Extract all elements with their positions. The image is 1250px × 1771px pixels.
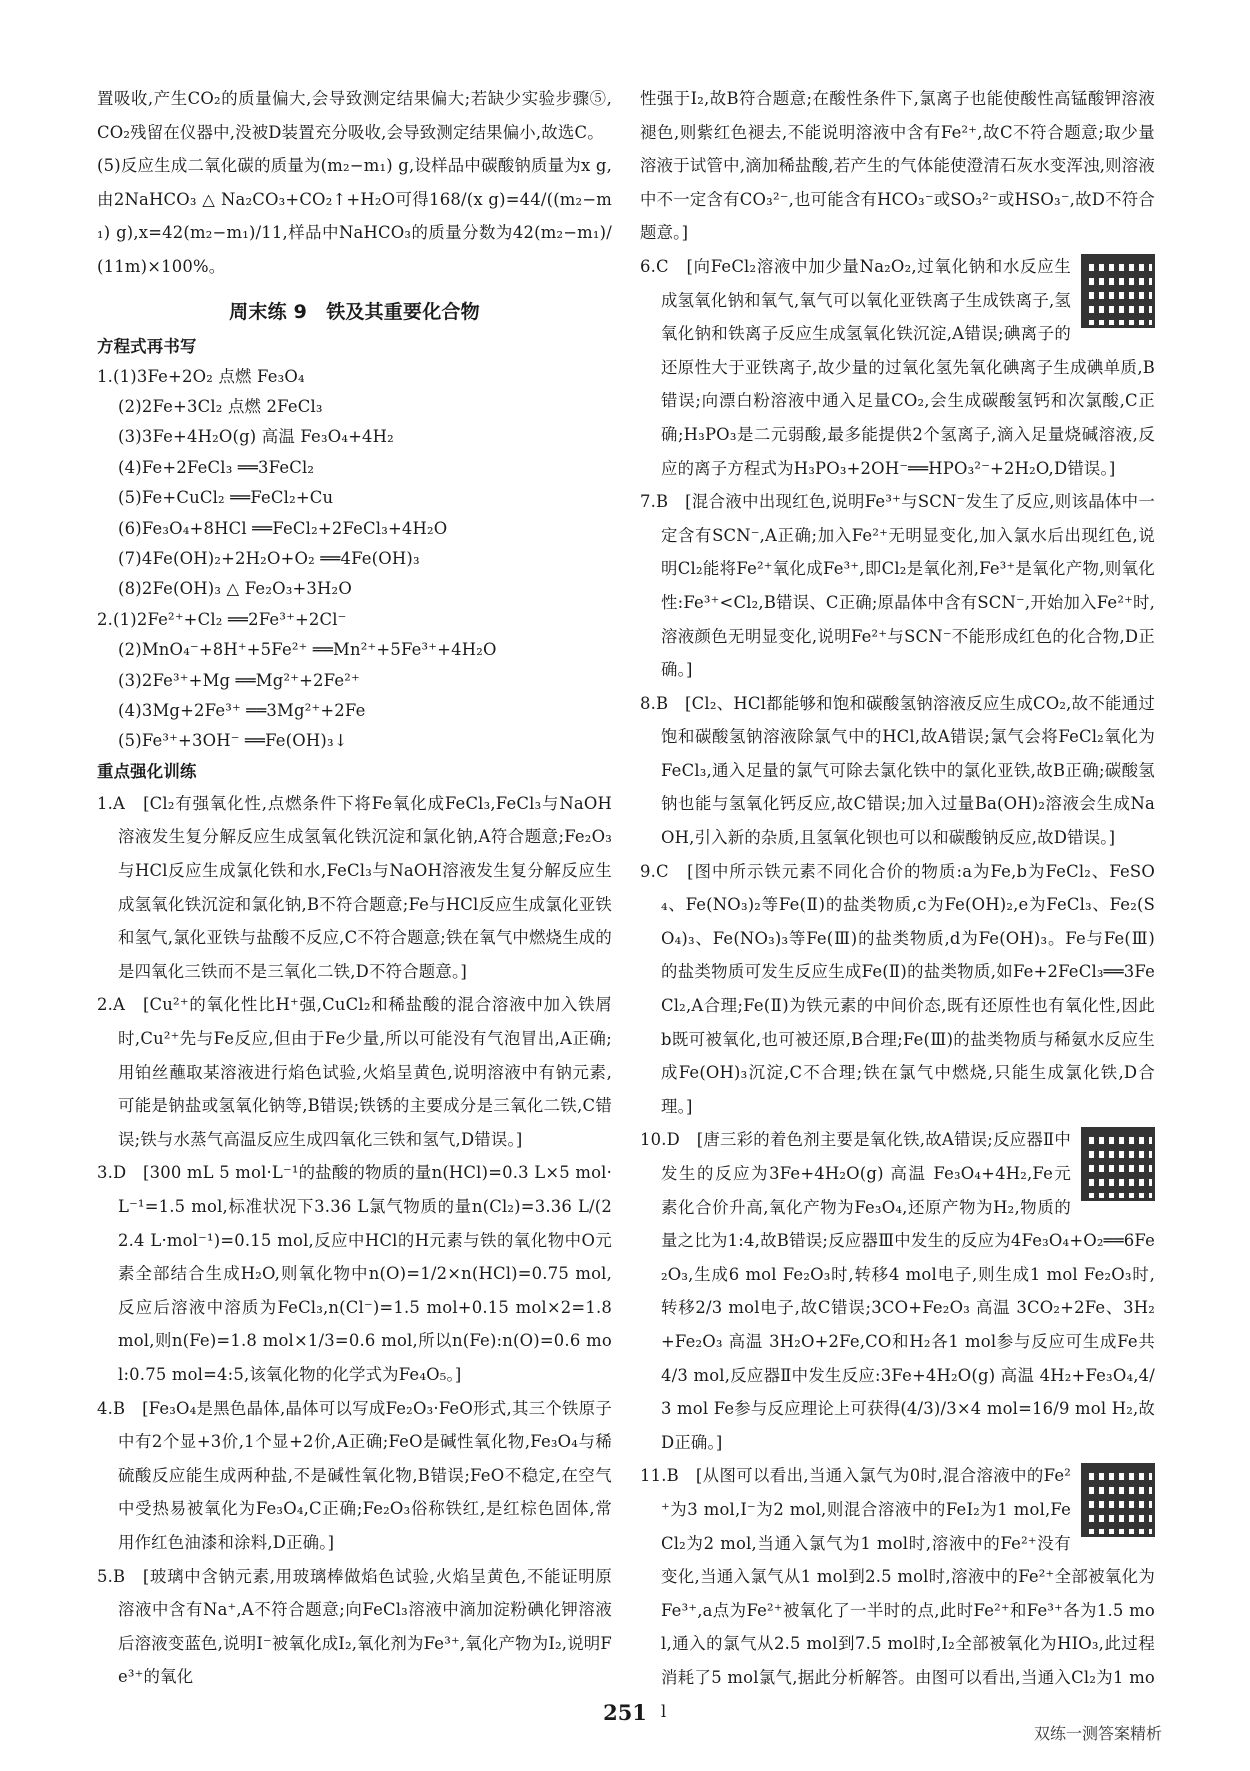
equation-line: (3)2Fe³⁺+Mg ══Mg²⁺+2Fe²⁺: [118, 670, 360, 690]
book-section-tag: 双练一测答案精析: [1033, 1724, 1162, 1743]
equation-line: (2)2Fe+3Cl₂ 点燃 2FeCl₃: [118, 396, 323, 416]
equation-line: (2)MnO₄⁻+8H⁺+5Fe²⁺ ══Mn²⁺+5Fe³⁺+4H₂O: [118, 640, 497, 660]
qr-code-icon[interactable]: [1081, 254, 1155, 328]
answer-item-6: 6.C [向FeCl₂溶液中加少量Na₂O₂,过氧化钠和水反应生成氢氧化钠和氧气,氧气可以氧化亚铁离子生成铁离子,氢氧化钠和铁离子反应生成氢氧化铁沉淀,A错误;碘离子的还原性大于亚铁离子,故少量的过氧化氢先氧化碘离子生成碘单质,B错误;向漂白粉溶液中通入足量CO₂,会生成碳酸氢钙和次氯酸,C正确;H₃PO₃是二元弱酸,最多能提供2个氢离子,滴入足量烧碱溶液,反应的离子方程式为H₃PO₃+2OH⁻══HPO₃²⁻+2H₂O,D错误。]: [640, 256, 1155, 478]
equation-list-2: [97, 605, 612, 757]
left-column: [97, 82, 612, 1694]
answer-item-1: 1.A [Cl₂有强氧化性,点燃条件下将Fe氧化成FeCl₃,FeCl₃与NaOH溶液发生复分解反应生成氢氧化铁沉淀和氯化钠,A符合题意;Fe₂O₃与HCl反应生成氯化铁和水,FeCl₃与NaOH溶液发生复分解反应生成氢氧化铁沉淀和氯化钠,B不符合题意;Fe与HCl反应生成氯化亚铁和氢气,氯化亚铁与盐酸不反应,C不符合题意;铁在氧气中燃烧生成的是四氧化三铁而不是三氧化二铁,D不符合题意。]: [97, 793, 612, 981]
equation-line: (7)4Fe(OH)₂+2H₂O+O₂ ══4Fe(OH)₃: [118, 549, 420, 568]
subsection-heading-equations: 方程式再书写: [97, 336, 197, 356]
answer-item-3: 3.D [300 mL 5 mol·L⁻¹的盐酸的物质的量n(HCl)=0.3 L×5 mol·L⁻¹=1.5 mol,标准状况下3.36 L氯气物质的量n(Cl₂)=3.36 L/(22.4 L·mol⁻¹)=0.15 mol,反应中HCl的H元素与铁的氧化物中O元素全部结合生成H₂O,则氧化物中n(O)=1/2×n(HCl)=0.75 mol,反应后溶液中溶质为FeCl₃,n(Cl⁻)=1.5 mol+0.15 mol×2=1.8 mol,则n(Fe)=1.8 mol×1/3=0.6 mol,所以n(Fe):n(O)=0.6 mol:0.75 mol=4:5,该氧化物的化学式为Fe₄O₅。]: [97, 1163, 612, 1384]
qr-code-icon[interactable]: [1081, 1463, 1155, 1537]
answer-item-10: 10.D [唐三彩的着色剂主要是氧化铁,故A错误;反应器Ⅱ中发生的反应为3Fe+4H₂O(g) 高温 Fe₃O₄+4H₂,Fe元素化合价升高,氧化产物为Fe₃O₄,还原产物为H₂,物质的量之比为1:4,故B错误;反应器Ⅲ中发生的反应为4Fe₃O₄+O₂══6Fe₂O₃,生成6 mol Fe₂O₃时,转移4 mol电子,则生成1 mol Fe₂O₃时,转移2/3 mol电子,故C错误;3CO+Fe₂O₃ 高温 3CO₂+2Fe、3H₂+Fe₂O₃ 高温 3H₂O+2Fe,CO和H₂各1 mol参与反应可生成Fe共4/3 mol,反应器Ⅱ中发生反应:3Fe+4H₂O(g) 高温 4H₂+Fe₃O₄,4/3 mol Fe参与反应理论上可获得(4/3)/3×4 mol=16/9 mol H₂,故D正确。]: [640, 1130, 1155, 1452]
equation-line: (3)3Fe+4H₂O(g) 高温 Fe₃O₄+4H₂: [118, 427, 394, 447]
right-column: [640, 82, 1155, 1728]
qr-code-icon[interactable]: [1081, 1127, 1155, 1201]
equation-line: (5)Fe+CuCl₂ ══FeCl₂+Cu: [118, 488, 334, 508]
equation-line: (4)3Mg+2Fe³⁺ ══3Mg²⁺+2Fe: [118, 701, 366, 721]
answer-item-8: 8.B [Cl₂、HCl都能够和饱和碳酸氢钠溶液反应生成CO₂,故不能通过饱和碳酸氢钠溶液除氯气中的HCl,故A错误;氯气会将FeCl₂氧化为FeCl₃,通入足量的氯气可除去氯化铁中的氯化亚铁,故B正确;碳酸氢钠也能与氢氧化钙反应,故C错误;加入过量Ba(OH)₂溶液会生成NaOH,引入新的杂质,且氢氧化钡也可以和碳酸钠反应,故D错误。]: [640, 693, 1155, 848]
answer-item-7: 7.B [混合液中出现红色,说明Fe³⁺与SCN⁻发生了反应,则该晶体中一定含有SCN⁻,A正确;加入Fe²⁺无明显变化,加入氯水后出现红色,说明Cl₂能将Fe²⁺氧化成Fe³⁺,即Cl₂是氧化剂,Fe³⁺是氧化产物,则氧化性:Fe³⁺<Cl₂,B错误、C正确;原晶体中含有SCN⁻,开始加入Fe²⁺时,溶液颜色无明显变化,说明Fe²⁺与SCN⁻不能形成红色的化合物,D正确。]: [640, 492, 1155, 680]
answer-item-4: 4.B [Fe₃O₄是黑色晶体,晶体可以写成Fe₂O₃·FeO形式,其三个铁原子中有2个显+3价,1个显+2价,A正确;FeO是碱性氧化物,Fe₃O₄与稀硫酸反应能生成两种盐,不是碱性氧化物,B错误;FeO不稳定,在空气中受热易被氧化为Fe₃O₄,C正确;Fe₂O₃俗称铁红,是红棕色固体,常用作红色油漆和涂料,D正确。]: [97, 1398, 612, 1552]
equation-line: (4)Fe+2FeCl₃ ══3FeCl₂: [118, 457, 315, 477]
page-number: 251: [603, 1700, 647, 1725]
equation-list-1: [97, 362, 612, 605]
paragraph-continued: 性强于I₂,故B符合题意;在酸性条件下,氯离子也能使酸性高锰酸钾溶液褪色,则紫红色褪去,不能说明溶液中含有Fe²⁺,故C不符合题意;取少量溶液于试管中,滴加稀盐酸,若产生的气体能使澄清石灰水变浑浊,则溶液中不一定含有CO₃²⁻,也可能含有HCO₃⁻或SO₃²⁻或HSO₃⁻,故D不符合题意。]: [640, 89, 1155, 243]
equation-line: (6)Fe₃O₄+8HCl ══FeCl₂+2FeCl₃+4H₂O: [118, 518, 448, 538]
paragraph-calculation: (5)反应生成二氧化碳的质量为(m₂−m₁) g,设样品中碳酸钠质量为x g,由2NaHCO₃ △ Na₂CO₃+CO₂↑+H₂O可得168/(x g)=44/((m₂−m₁) g),x=42(m₂−m₁)/11,样品中NaHCO₃的质量分数为42(m₂−m₁)/(11m)×100%。: [97, 156, 612, 276]
section-title: 周末练 9 铁及其重要化合物: [229, 300, 480, 323]
subsection-heading-training: 重点强化训练: [97, 761, 197, 781]
answer-item-2: 2.A [Cu²⁺的氧化性比H⁺强,CuCl₂和稀盐酸的混合溶液中加入铁屑时,Cu²⁺先与Fe反应,但由于Fe少量,所以可能没有气泡冒出,A正确;用铂丝蘸取某溶液进行焰色试验,火焰呈黄色,说明溶液中有钠元素,可能是钠盐或氢氧化钠等,B错误;铁锈的主要成分是三氧化二铁,C错误;铁与水蒸气高温反应生成四氧化三铁和氢气,D错误。]: [97, 995, 612, 1149]
answer-item-5: 5.B [玻璃中含钠元素,用玻璃棒做焰色试验,火焰呈黄色,不能证明原溶液中含有Na⁺,A不符合题意;向FeCl₃溶液中滴加淀粉碘化钾溶液后溶液变蓝色,说明I⁻被氧化成I₂,氧化剂为Fe³⁺,氧化产物为I₂,说明Fe³⁺的氧化: [97, 1566, 612, 1687]
equation-line: (8)2Fe(OH)₃ △ Fe₂O₃+3H₂O: [118, 579, 352, 599]
answer-item-11: 11.B [从图可以看出,当通入氯气为0时,混合溶液中的Fe²⁺为3 mol,I⁻为2 mol,则混合溶液中的FeI₂为1 mol,FeCl₂为2 mol,当通入氯气为1 mol时,溶液中的Fe²⁺没有变化,当通入氯气从1 mol到2.5 mol时,溶液中的Fe²⁺全部被氧化为Fe³⁺,a点为Fe²⁺被氧化了一半时的点,此时Fe²⁺和Fe³⁺各为1.5 mol,通入的氯气从2.5 mol到7.5 mol时,I₂全部被氧化为HIO₃,此过程消耗了5 mol氯气,据此分析解答。由图可以看出,当通入Cl₂为1 mol: [640, 1466, 1155, 1721]
equation-line: (5)Fe³⁺+3OH⁻ ══Fe(OH)₃↓: [118, 731, 348, 751]
paragraph-continued: 置吸收,产生CO₂的质量偏大,会导致测定结果偏大;若缺少实验步骤⑤,CO₂残留在仪器中,没被D装置充分吸收,会导致测定结果偏小,故选C。: [97, 89, 612, 142]
answer-item-9: 9.C [图中所示铁元素不同化合价的物质:a为Fe,b为FeCl₂、FeSO₄、Fe(NO₃)₂等Fe(Ⅱ)的盐类物质,c为Fe(OH)₂,e为FeCl₃、Fe₂(SO₄)₃、Fe(NO₃)₃等Fe(Ⅲ)的盐类物质,d为Fe(OH)₃。Fe与Fe(Ⅲ)的盐类物质可发生反应生成Fe(Ⅱ)的盐类物质,如Fe+2FeCl₃══3FeCl₂,A合理;Fe(Ⅱ)为铁元素的中间价态,既有还原性也有氧化性,因此b既可被氧化,也可被还原,B合理;Fe(Ⅲ)的盐类物质与稀氨水反应生成Fe(OH)₃沉淀,C不合理;铁在氯气中燃烧,只能生成氯化铁,D合理。]: [640, 861, 1155, 1116]
equation-line: 2.(1)2Fe²⁺+Cl₂ ══2Fe³⁺+2Cl⁻: [97, 609, 347, 629]
equation-line: 1.(1)3Fe+2O₂ 点燃 Fe₃O₄: [97, 366, 305, 386]
